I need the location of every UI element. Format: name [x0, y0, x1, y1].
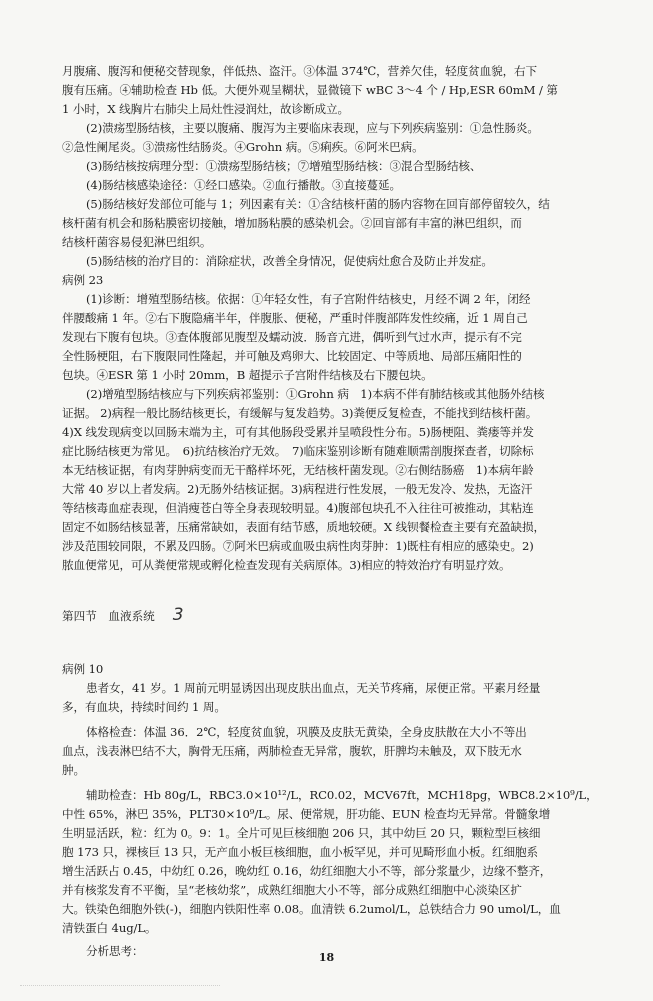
text-line: 本无结核证据，有肉芽肿病变而无干酪样坏死，无结核杆菌发现。②右侧结肠癌 1)本病年龄: [62, 463, 534, 477]
text-line: 涉及范围较同限，不累及四肠。⑦阿米巴病或血吸虫病性肉芽肿：1)既柱有相应的感染史。2): [62, 539, 534, 553]
text-line: 脓血便常见，可从粪便常规或孵化检查发现有关病原体。3)相应的特效治疗有明显疗效。: [62, 558, 511, 572]
text-line: 1 小时，X 线胸片右肺尖上局灶性浸润灶，故诊断成立。: [62, 102, 349, 116]
text-line: (5)肠结核的治疗目的：消除症状，改善全身情况，促使病灶愈合及防止并发症。: [86, 254, 493, 268]
text-line: 清铁蛋白 4ug/L。: [62, 921, 157, 935]
text-line: 中性 65%，淋巴 35%，PLT30×10⁹/L。尿、便常规，肝功能、EUN 检查均无异常。骨髓象增: [62, 807, 551, 821]
text-line: 肿。: [62, 763, 85, 777]
text-line: (1)诊断：增殖型肠结核。依据：①年轻女性，有子宫附件结核史，月经不调 2 年，闭经: [86, 292, 531, 306]
text-line: 辅助检查：Hb 80g/L，RBC3.0×10¹²/L，RC0.02，MCV67ft，MCH18pg，WBC8.2×10⁹/L，: [86, 788, 598, 802]
text-line: (3)肠结核按病理分型：①溃疡型肠结核；⑦增殖型肠结核：③混合型肠结核、: [86, 159, 482, 173]
text-line: 血点，浅表淋巴结不大，胸骨无压痛，两肺检查无异常，腹软，肝脾均未触及，双下肢无水: [62, 744, 522, 758]
text-line: 胞 173 只，裸核巨 13 只，无产血小板巨核细胞，血小板罕见，并可见畸形血小板。红细胞系: [62, 845, 538, 859]
case-heading: 病例 23: [62, 273, 104, 287]
scan-artifact: [20, 985, 220, 987]
top-text-block: [62, 62, 604, 575]
text-line: 并有核浆发育不平衡，呈“老核幼浆”，成熟红细胞大小不等，部分成熟红细胞中心淡染区扩: [62, 883, 522, 897]
text-line: 增生活跃占 0.45，中幼红 0.26，晚幼红 0.16，幼红细胞大小不等，部分浆量少，边缘不整齐，: [62, 864, 552, 878]
text-line: 4)X 线发现病变以回肠末端为主，可有其他肠段受累并呈喷段性分布。5)肠梗阻、粪瘘等并发: [62, 425, 534, 439]
text-line: 分析思考：: [86, 944, 144, 958]
text-line: 包块。④ESR 第 1 小时 20mm，B 超提示子宫附件结核及右下腰包块。: [62, 368, 433, 382]
section-title: [62, 604, 184, 626]
text-line: 腹有压痛。④辅助检查 Hb 低。大便外观呈糊状，显微镜下 wBC 3～4 个 / Hp,ESR 60mM / 第: [62, 83, 558, 97]
text-line: 结核杆菌容易侵犯淋巴组织。: [62, 235, 212, 249]
text-line: 体格检查：体温 36．2℃，轻度贫血貌，巩膜及皮肤无黄染，全身皮肤散在大小不等出: [86, 725, 527, 739]
section-title-text: 第四节 血液系统: [62, 609, 155, 623]
text-line: 伴腰酸痛 1 年。②右下腹隐痛半年，伴腹胀、便秘，严重时伴腹部阵发性绞痛，近 1 周自己: [62, 311, 528, 325]
text-line: 等结核毒血症表现，但消瘦苍白等全身表现较明显。4)腹部包块孔不入往往可被推动，其粘连: [62, 501, 534, 515]
text-line: 固定不如肠结核显著，压痛常缺如，表面有结节感，质地较硬。X 线钡餐检查主要有充盈缺损，: [62, 520, 545, 534]
text-line: 生明显活跃，粒：红为 0。9：1。全片可见巨核细胞 206 只，其中幼巨 20 只，颗粒型巨核细: [62, 826, 541, 840]
text-line: 多，有血块，持续时间约 1 周。: [62, 700, 226, 714]
page-number: 18: [318, 951, 335, 964]
text-line: ②急性阑尾炎。③溃疡性结肠炎。④Grohn 病。⑤痢疾。⑥阿米巴病。: [62, 140, 424, 154]
text-line: 大。铁染色细胞外铁(-)，细胞内铁阳性率 0.08。血清铁 6.2umol/L，总铁结合力 90 umol/L，血: [62, 902, 561, 916]
handwritten-mark: 3: [172, 605, 184, 625]
text-line: 症比肠结核更为常见。 6)抗结核治疗无效。 7)临床鉴别诊断有随难顺需剖腹探查者，切除标: [62, 444, 534, 458]
text-line: (2)溃疡型肠结核，主要以腹痛、腹泻为主要临床表现，应与下列疾病鉴别：①急性肠炎。: [86, 121, 539, 135]
text-line: (5)肠结核好发部位可能与 1；列因素有关：①含结核杆菌的肠内容物在回肓部停留较久，结: [86, 197, 550, 211]
text-line: 月腹痛、腹泻和便秘交替现象，伴低热、盗汗。③体温 374℃，营养欠佳，轻度贫血貌，右下: [62, 64, 538, 78]
text-line: 证据。 2)病程一般比肠结核更长，有缓解与复发趋势。3)粪便反复检查，不能找到结核杆菌。: [62, 406, 538, 420]
case-heading: 病例 10: [62, 662, 104, 676]
case-block: [62, 660, 604, 961]
text-line: 发现右下腹有包块。③查体腹部见腹型及蠕动波．肠音亢进，偶听到气过水声，提示有不完: [62, 330, 522, 344]
text-line: 大常 40 岁以上者发病。2)无肠外结核证据。3)病程进行性发展，一般无发冷、发热，无盗汗: [62, 482, 533, 496]
text-line: 核杆菌有机会和肠粘膜密切接触，增加肠粘膜的感染机会。②回盲部有丰富的淋巴组织，而: [62, 216, 522, 230]
text-line: (2)增殖型肠结核应与下列疾病祁鉴别：①Grohn 病 1)本病不伴有肺结核或其他肠外结核: [86, 387, 545, 401]
text-line: 患者女，41 岁。1 周前元明显诱因出现皮肤出血点，无关节疼痛，尿便正常。平素月经量: [86, 681, 541, 695]
text-line: (4)肠结核感染途径：①经口感染。②血行播散。③直接蔓延。: [86, 178, 401, 192]
text-line: 全性肠梗阻，右下腹限同性隆起，并可触及鸡卵大、比较固定、中等质地、局部压痛阳性的: [62, 349, 522, 363]
